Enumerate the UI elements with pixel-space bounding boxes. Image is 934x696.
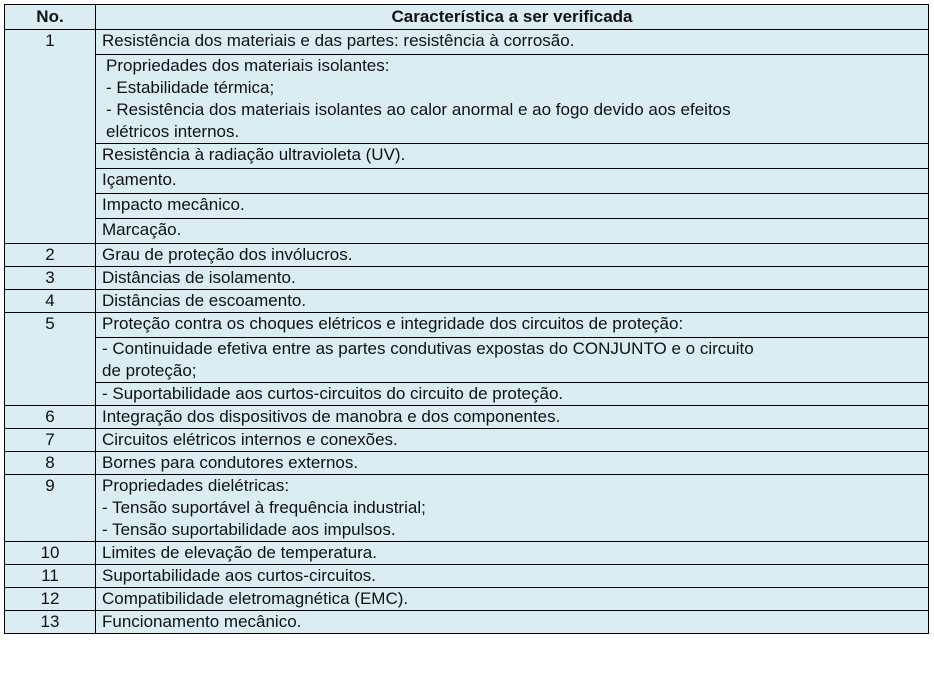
row-number: 11: [5, 565, 96, 588]
characteristic-line: de proteção;: [102, 361, 197, 380]
table-row: [5, 452, 929, 475]
table-row: [5, 338, 929, 383]
characteristic-line: Resistência dos materiais e das partes: resistência à corrosão.: [102, 31, 575, 50]
table-row: [5, 565, 929, 588]
characteristic-cell: [96, 169, 929, 194]
characteristic-line: Compatibilidade eletromagnética (EMC).: [102, 589, 409, 608]
row-number: 12: [5, 588, 96, 611]
table-row: [5, 290, 929, 313]
table-row: [5, 588, 929, 611]
table-row: [5, 383, 929, 406]
characteristic-cell: [96, 313, 929, 338]
characteristic-line: - Tensão suportável à frequência industrial;: [102, 498, 426, 517]
table-row: [5, 406, 929, 429]
characteristic-line: - Suportabilidade aos curtos-circuitos do circuito de proteção.: [102, 384, 564, 403]
row-number: 6: [5, 406, 96, 429]
characteristic-line: - Resistência dos materiais isolantes ao calor anormal e ao fogo devido aos efeitos: [106, 100, 731, 119]
characteristic-cell: [96, 406, 929, 429]
characteristic-cell: [96, 611, 929, 634]
characteristic-cell: [96, 290, 929, 313]
characteristic-line: Integração dos dispositivos de manobra e dos componentes.: [102, 407, 561, 426]
characteristic-cell: [96, 588, 929, 611]
row-number: 3: [5, 267, 96, 290]
characteristic-cell: [96, 383, 929, 406]
characteristic-line: Grau de proteção dos invólucros.: [102, 245, 353, 264]
characteristic-line: - Continuidade efetiva entre as partes condutivas expostas do CONJUNTO e o circuito: [102, 339, 754, 358]
characteristic-cell: [96, 452, 929, 475]
row-number: 2: [5, 244, 96, 267]
verification-table: [4, 4, 929, 634]
table-row: [5, 542, 929, 565]
table-row: [5, 475, 929, 542]
characteristic-line: Circuitos elétricos internos e conexões.: [102, 430, 398, 449]
characteristic-cell: [96, 565, 929, 588]
row-number: 9: [5, 475, 96, 542]
characteristic-line: Distâncias de escoamento.: [102, 291, 307, 310]
characteristic-cell: [96, 475, 929, 542]
header-row: [5, 5, 929, 30]
characteristic-cell: [96, 219, 929, 244]
characteristic-line: Bornes para condutores externos.: [102, 453, 359, 472]
characteristic-line: - Tensão suportabilidade aos impulsos.: [102, 520, 396, 539]
characteristic-cell: [96, 267, 929, 290]
characteristic-cell: [96, 429, 929, 452]
table-row: [5, 429, 929, 452]
table-row: [5, 244, 929, 267]
row-number: 1: [5, 30, 96, 244]
characteristic-line: Içamento.: [102, 170, 177, 189]
header-caracteristica: Característica a ser verificada: [96, 5, 929, 30]
characteristic-line: Marcação.: [102, 220, 182, 239]
row-number: 10: [5, 542, 96, 565]
characteristic-cell: [96, 30, 929, 55]
table-row: [5, 55, 929, 144]
characteristic-cell: [96, 244, 929, 267]
table-row: [5, 219, 929, 244]
characteristic-line: - Estabilidade térmica;: [106, 78, 275, 97]
table-row: [5, 313, 929, 338]
table-row: [5, 194, 929, 219]
table-body: [5, 30, 929, 634]
row-number: 4: [5, 290, 96, 313]
characteristic-line: Funcionamento mecânico.: [102, 612, 302, 631]
characteristic-line: Distâncias de isolamento.: [102, 268, 296, 287]
characteristic-cell: [96, 144, 929, 169]
characteristic-line: Proteção contra os choques elétricos e integridade dos circuitos de proteção:: [102, 314, 684, 333]
characteristic-cell: [96, 542, 929, 565]
characteristic-cell: [96, 55, 929, 144]
table-row: [5, 267, 929, 290]
characteristic-line: Impacto mecânico.: [102, 195, 245, 214]
table-row: [5, 30, 929, 55]
characteristic-line: elétricos internos.: [106, 122, 240, 141]
characteristic-cell: [96, 194, 929, 219]
characteristic-line: Suportabilidade aos curtos-circuitos.: [102, 566, 377, 585]
characteristic-line: Resistência à radiação ultravioleta (UV).: [102, 145, 406, 164]
row-number: 13: [5, 611, 96, 634]
row-number: 8: [5, 452, 96, 475]
table-row: [5, 144, 929, 169]
table-row: [5, 169, 929, 194]
characteristic-cell: [96, 338, 929, 383]
characteristic-line: Propriedades dielétricas:: [102, 476, 290, 495]
row-number: 5: [5, 313, 96, 406]
characteristic-line: Propriedades dos materiais isolantes:: [106, 56, 390, 75]
row-number: 7: [5, 429, 96, 452]
characteristic-line: Limites de elevação de temperatura.: [102, 543, 377, 562]
table-row: [5, 611, 929, 634]
header-no: No.: [5, 5, 96, 30]
